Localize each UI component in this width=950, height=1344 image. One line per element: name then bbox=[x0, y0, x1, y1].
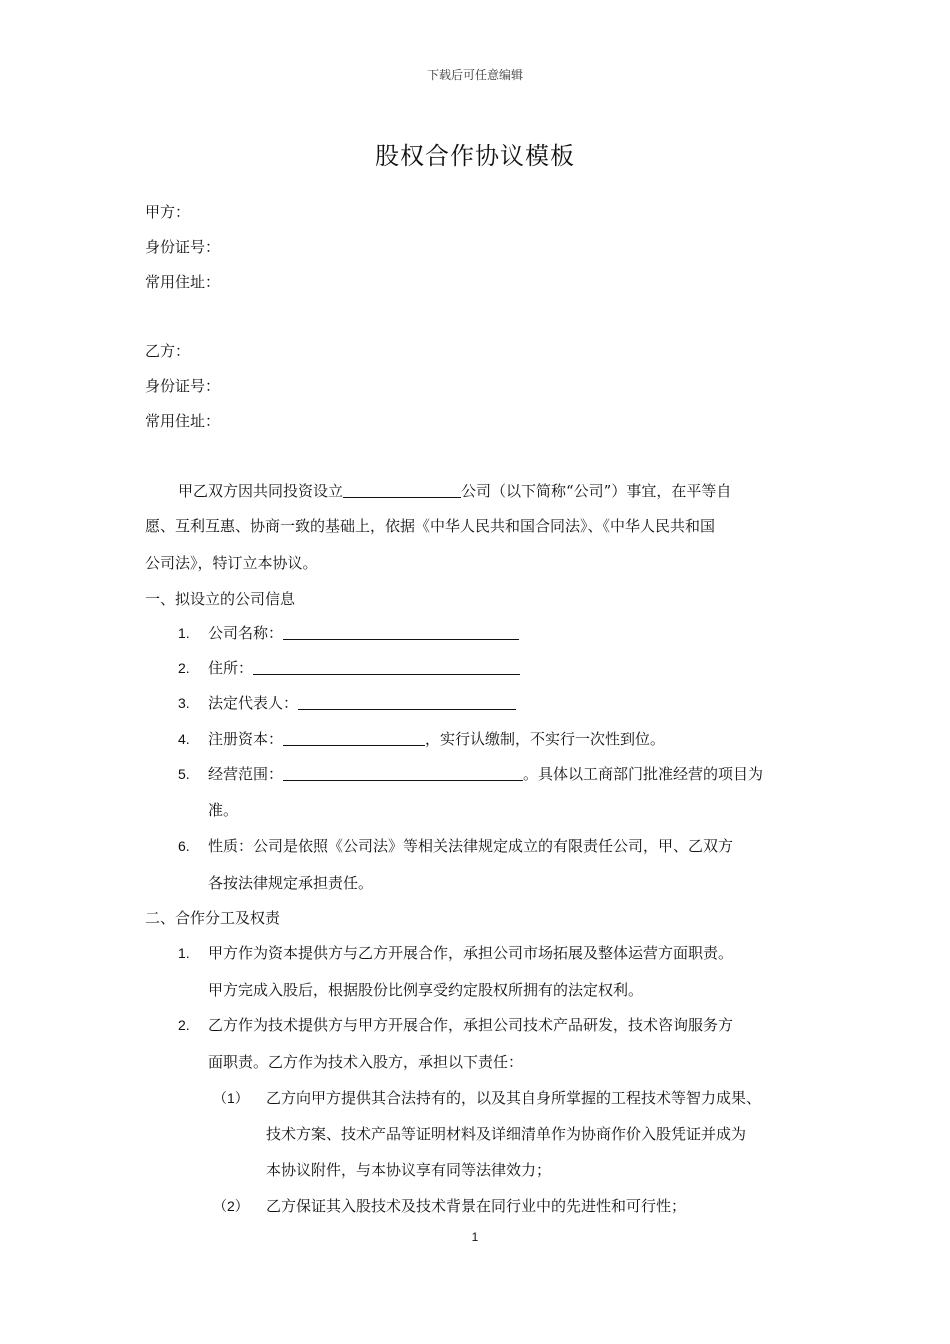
page-header: 下载后可任意编辑 bbox=[426, 68, 523, 82]
page-number: 1 bbox=[471, 1230, 479, 1244]
document-title: 股权合作协议模板 bbox=[375, 142, 575, 170]
s2-item2-num: 2. bbox=[178, 1017, 190, 1033]
s2-sub1-line1: 乙方向甲方提供其合法持有的，以及其自身所掌握的工程技术等智力成果、 bbox=[266, 1089, 762, 1107]
s1-item6-cont: 各按法律规定承担责任。 bbox=[208, 874, 374, 892]
capital-blank bbox=[283, 730, 425, 746]
s1-item5 bbox=[208, 764, 763, 784]
address-blank bbox=[253, 659, 520, 675]
s1-item4-suffix: ，实行认缴制，不实行一次性到位。 bbox=[425, 730, 666, 748]
s1-item1-num: 1. bbox=[178, 625, 190, 641]
s2-sub1-line3: 本协议附件，与本协议享有同等法律效力； bbox=[266, 1161, 552, 1179]
s2-item1-num: 1. bbox=[178, 945, 190, 961]
intro-line-3: 公司法》，特订立本协议。 bbox=[145, 554, 318, 572]
s1-item2-num: 2. bbox=[178, 660, 190, 676]
section1-heading: 一、拟设立的公司信息 bbox=[145, 590, 296, 608]
s2-item1: 甲方作为资本提供方与乙方开展合作，承担公司市场拓展及整体运营方面职责。 bbox=[208, 944, 734, 962]
s2-item1-cont: 甲方完成入股后，根据股份比例享受约定股权所拥有的法定权利。 bbox=[208, 981, 644, 999]
company-blank bbox=[343, 482, 461, 498]
legal-rep-blank bbox=[298, 694, 516, 710]
party-a-address: 常用住址： bbox=[145, 273, 221, 291]
intro-text-b: 公司（以下简称“公司”）事宜，在平等自 bbox=[461, 482, 732, 500]
s1-item5-suffix: 。具体以工商部门批准经营的项目为 bbox=[523, 765, 764, 783]
s1-item1-label: 公司名称： bbox=[208, 624, 284, 642]
s1-item4-num: 4. bbox=[178, 731, 190, 747]
section2-heading: 二、合作分工及权责 bbox=[145, 909, 281, 927]
s2-item2-cont: 面职责。乙方作为技术入股方，承担以下责任： bbox=[208, 1053, 524, 1071]
intro-line-2: 愿、互利互惠、协商一致的基础上，依据《中华人民共和国合同法》、《中华人民共和国 bbox=[145, 517, 716, 535]
s1-item3 bbox=[208, 693, 516, 713]
party-b-address: 常用住址： bbox=[145, 412, 221, 430]
s2-item2: 乙方作为技术提供方与甲方开展合作，承担公司技术产品研发，技术咨询服务方 bbox=[208, 1016, 734, 1034]
s1-item6: 性质：公司是依照《公司法》等相关法律规定成立的有限责任公司，甲、乙双方 bbox=[208, 837, 734, 855]
s2-sub1-line2: 技术方案、技术产品等证明材料及详细清单作为协商作价入股凭证并成为 bbox=[266, 1125, 747, 1143]
party-b-id: 身份证号： bbox=[145, 377, 221, 395]
party-b-name: 乙方： bbox=[145, 342, 191, 360]
s1-item4-label: 注册资本： bbox=[208, 730, 284, 748]
intro-text-a: 甲乙双方因共同投资设立 bbox=[178, 482, 344, 500]
s1-item5-num: 5. bbox=[178, 766, 190, 782]
s1-item1 bbox=[208, 623, 519, 643]
s1-item6-num: 6. bbox=[178, 838, 190, 854]
s1-item3-num: 3. bbox=[178, 695, 190, 711]
s2-sub2-num: （2） bbox=[213, 1198, 249, 1214]
party-a-name: 甲方： bbox=[145, 203, 191, 221]
s2-sub1-num: （1） bbox=[213, 1090, 249, 1106]
s1-item2-label: 住所： bbox=[208, 659, 254, 677]
company-name-blank bbox=[283, 624, 519, 640]
s1-item2 bbox=[208, 658, 520, 678]
s1-item4 bbox=[208, 729, 665, 749]
scope-blank bbox=[283, 765, 523, 781]
s1-item5-label: 经营范围： bbox=[208, 765, 284, 783]
intro-line-1 bbox=[178, 481, 731, 501]
party-a-id: 身份证号： bbox=[145, 238, 221, 256]
s1-item3-label: 法定代表人： bbox=[208, 694, 299, 712]
s2-sub2-line1: 乙方保证其入股技术及技术背景在同行业中的先进性和可行性； bbox=[266, 1197, 687, 1215]
s1-item5-cont: 准。 bbox=[208, 801, 239, 819]
